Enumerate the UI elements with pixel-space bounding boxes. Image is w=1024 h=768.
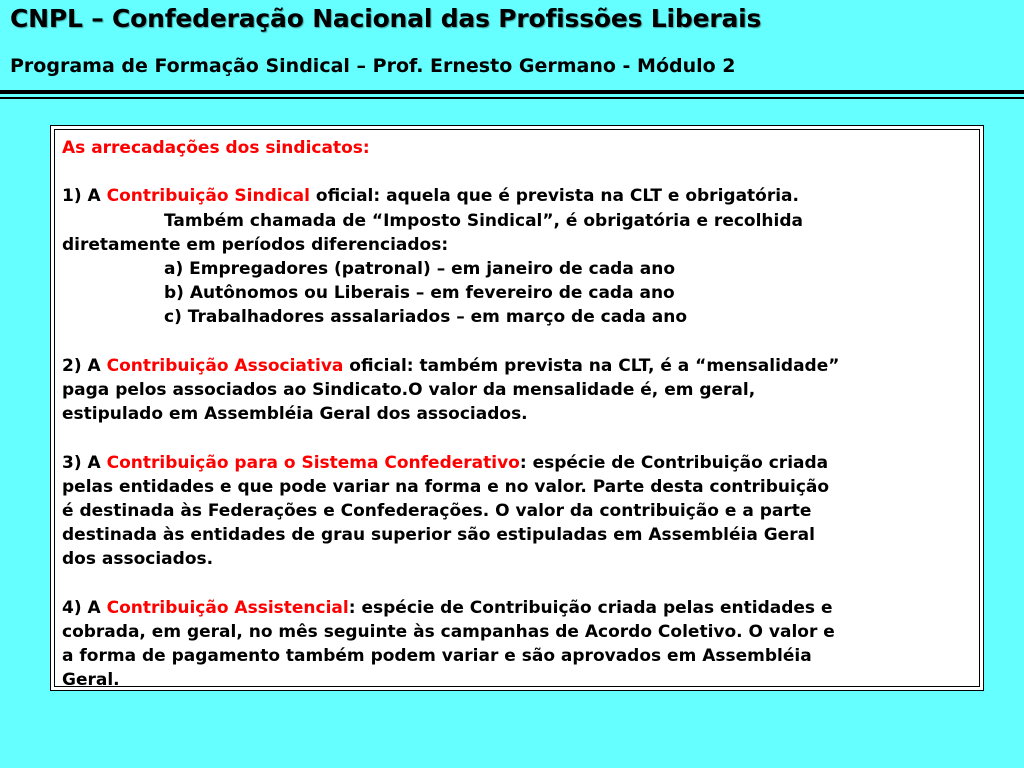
item-3-line-2: pelas entidades e que pode variar na forma e no valor. Parte desta contribuição <box>62 476 830 497</box>
slide-header <box>0 0 1024 100</box>
item-4-term: Contribuição Assistencial <box>106 597 349 618</box>
spacer <box>62 426 974 450</box>
item-1-line-2: Também chamada de “Imposto Sindical”, é obrigatória e recolhida <box>164 210 804 231</box>
item-2-prefix: 2) A <box>62 355 107 376</box>
header-rule-thick <box>0 90 1024 94</box>
item-2-line-3: estipulado em Assembléia Geral dos associados. <box>62 404 528 425</box>
item-2-line-2: paga pelos associados ao Sindicato.O valor da mensalidade é, em geral, <box>62 380 756 400</box>
content-text <box>62 136 974 693</box>
item-1-sub-a: a) Empregadores (patronal) – em janeiro de cada ano <box>164 259 675 279</box>
item-1-line-1 <box>62 184 974 208</box>
item-3-line-1 <box>62 451 974 475</box>
item-4-suffix: : espécie de Contribuição criada pelas entidades e <box>348 597 833 618</box>
item-1-sub-b: b) Autônomos ou Liberais – em fevereiro de cada ano <box>164 283 675 304</box>
item-1-suffix: oficial: aquela que é prevista na CLT e obrigatória. <box>309 186 799 207</box>
item-1-term: Contribuição Sindical <box>106 186 310 207</box>
item-2-term: Contribuição Associativa <box>106 355 344 376</box>
item-3-prefix: 3) A <box>62 452 107 473</box>
slide-subtitle: Programa de Formação Sindical – Prof. Ernesto Germano - Módulo 2 <box>10 55 736 77</box>
item-4-prefix: 4) A <box>62 597 107 618</box>
item-4-line-2: cobrada, em geral, no mês seguinte às campanhas de Acordo Coletivo. O valor e <box>62 622 835 642</box>
item-4-line-4: Geral. <box>62 670 120 691</box>
item-3-line-5: dos associados. <box>62 549 214 570</box>
item-4-line-3: a forma de pagamento também podem variar e são aprovados em Assembléia <box>62 646 812 667</box>
spacer <box>62 330 974 354</box>
item-3-line-3: é destinada às Federações e Confederações. O valor da contribuição e a parte <box>62 501 812 521</box>
header-rule-thin <box>0 97 1024 99</box>
item-2-suffix: oficial: também prevista na CLT, é a “mensalidade” <box>343 355 840 376</box>
slide-title: CNPL – Confederação Nacional das Profissões Liberais <box>10 4 762 33</box>
item-4-line-1 <box>62 596 974 620</box>
item-1-sub-c: c) Trabalhadores assalariados – em março de cada ano <box>164 307 688 328</box>
item-3-term: Contribuição para o Sistema Confederativo <box>106 452 520 473</box>
item-1-prefix: 1) A <box>62 186 107 207</box>
spacer <box>62 572 974 596</box>
item-3-suffix: : espécie de Contribuição criada <box>519 452 829 473</box>
spacer <box>62 160 974 184</box>
item-2-line-1 <box>62 354 974 378</box>
section-heading: As arrecadações dos sindicatos: <box>62 138 370 158</box>
item-3-line-4: destinada às entidades de grau superior são estipuladas em Assembléia Geral <box>62 525 815 546</box>
item-1-line-3: diretamente em períodos diferenciados: <box>62 234 449 255</box>
